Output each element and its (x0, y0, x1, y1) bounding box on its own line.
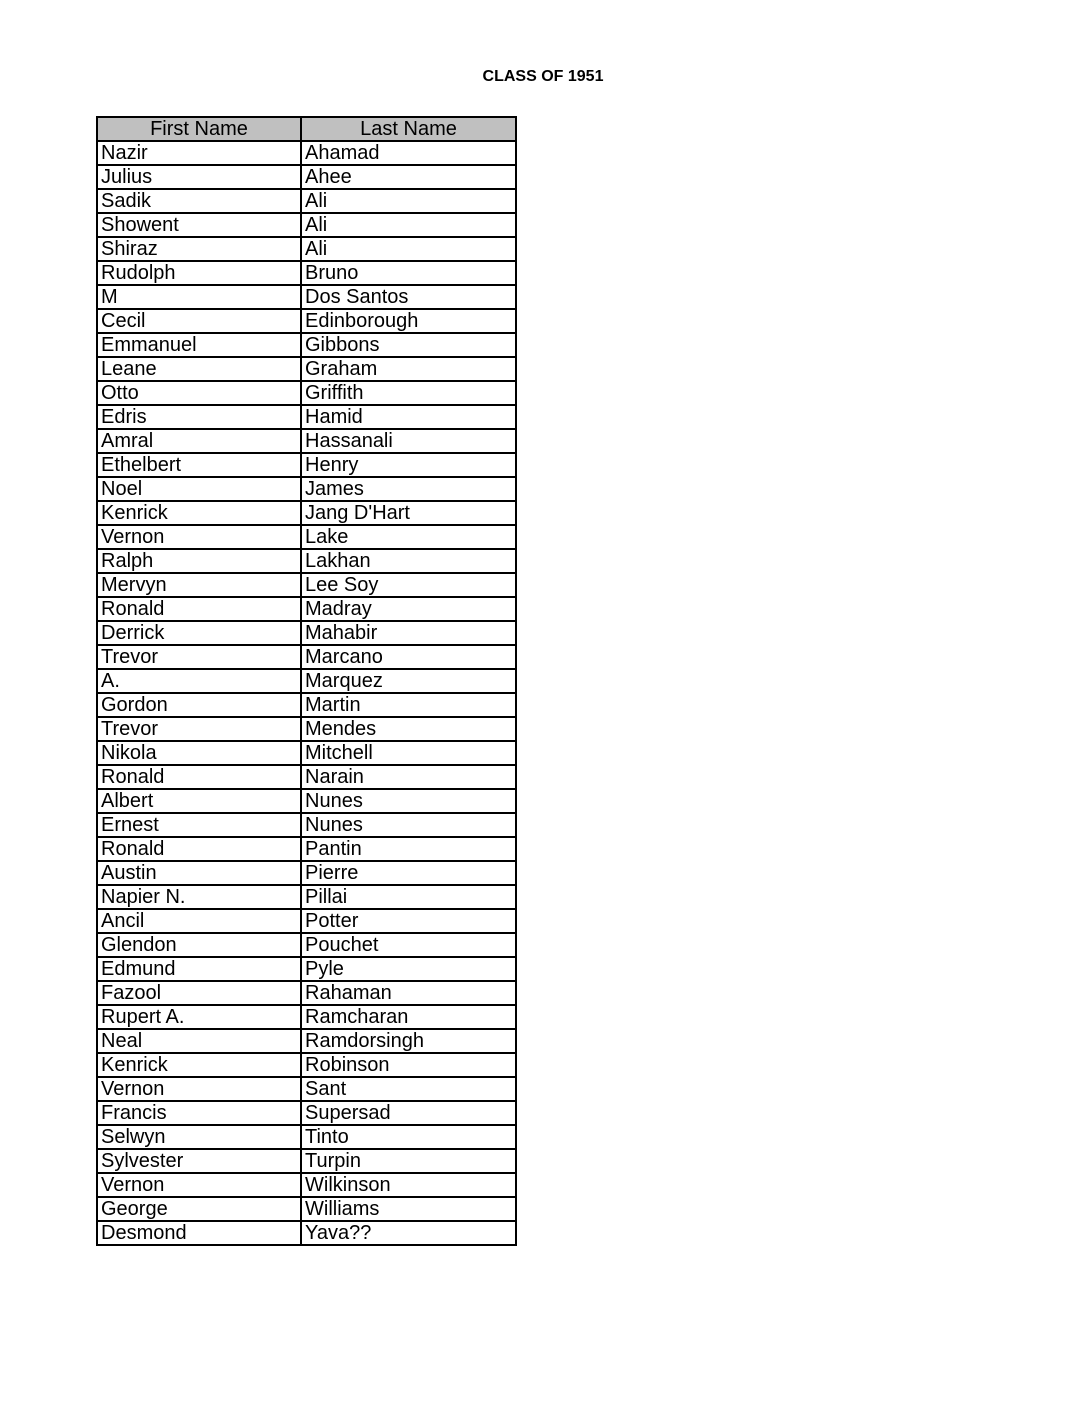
first-name-cell: Edmund (97, 957, 301, 981)
last-name-cell: Nunes (301, 789, 516, 813)
first-name-cell: Julius (97, 165, 301, 189)
last-name-cell: Pierre (301, 861, 516, 885)
first-name-cell: Vernon (97, 525, 301, 549)
table-row (97, 285, 516, 309)
column-header-last-name: Last Name (301, 117, 516, 141)
first-name-cell: Ernest (97, 813, 301, 837)
table-row (97, 1053, 516, 1077)
table-row (97, 1221, 516, 1245)
table-row (97, 693, 516, 717)
first-name-cell: Vernon (97, 1077, 301, 1101)
first-name-cell: M (97, 285, 301, 309)
table-row (97, 885, 516, 909)
first-name-cell: Leane (97, 357, 301, 381)
first-name-cell: Glendon (97, 933, 301, 957)
first-name-cell: Desmond (97, 1221, 301, 1245)
table-row (97, 381, 516, 405)
table-row (97, 909, 516, 933)
last-name-cell: Mitchell (301, 741, 516, 765)
table-row (97, 837, 516, 861)
first-name-cell: Edris (97, 405, 301, 429)
last-name-cell: Hassanali (301, 429, 516, 453)
last-name-cell: Pyle (301, 957, 516, 981)
last-name-cell: Ramcharan (301, 1005, 516, 1029)
last-name-cell: Yava?? (301, 1221, 516, 1245)
last-name-cell: Madray (301, 597, 516, 621)
table-row (97, 861, 516, 885)
first-name-cell: Ethelbert (97, 453, 301, 477)
first-name-cell: Rudolph (97, 261, 301, 285)
last-name-cell: Mahabir (301, 621, 516, 645)
last-name-cell: Williams (301, 1197, 516, 1221)
table-row (97, 981, 516, 1005)
first-name-cell: Neal (97, 1029, 301, 1053)
table-row (97, 405, 516, 429)
last-name-cell: Dos Santos (301, 285, 516, 309)
first-name-cell: Fazool (97, 981, 301, 1005)
table-row (97, 765, 516, 789)
first-name-cell: Kenrick (97, 1053, 301, 1077)
table-row (97, 1149, 516, 1173)
first-name-cell: Emmanuel (97, 333, 301, 357)
first-name-cell: Ronald (97, 765, 301, 789)
table-row (97, 813, 516, 837)
table-row (97, 741, 516, 765)
table-row (97, 477, 516, 501)
first-name-cell: Noel (97, 477, 301, 501)
last-name-cell: Ahee (301, 165, 516, 189)
table-row (97, 165, 516, 189)
first-name-cell: Otto (97, 381, 301, 405)
first-name-cell: Francis (97, 1101, 301, 1125)
last-name-cell: Ramdorsingh (301, 1029, 516, 1053)
first-name-cell: Shiraz (97, 237, 301, 261)
first-name-cell: Ralph (97, 549, 301, 573)
table-row (97, 333, 516, 357)
table-row (97, 501, 516, 525)
last-name-cell: Marcano (301, 645, 516, 669)
last-name-cell: Graham (301, 357, 516, 381)
table-row (97, 669, 516, 693)
table-row (97, 237, 516, 261)
first-name-cell: Nazir (97, 141, 301, 165)
last-name-cell: Pouchet (301, 933, 516, 957)
last-name-cell: Pantin (301, 837, 516, 861)
last-name-cell: Edinborough (301, 309, 516, 333)
roster-table (96, 116, 517, 1246)
first-name-cell: Rupert A. (97, 1005, 301, 1029)
first-name-cell: Amral (97, 429, 301, 453)
first-name-cell: Sylvester (97, 1149, 301, 1173)
table-row (97, 1197, 516, 1221)
table-row (97, 213, 516, 237)
first-name-cell: A. (97, 669, 301, 693)
first-name-cell: Vernon (97, 1173, 301, 1197)
last-name-cell: Ali (301, 189, 516, 213)
last-name-cell: Potter (301, 909, 516, 933)
table-row (97, 1125, 516, 1149)
last-name-cell: Wilkinson (301, 1173, 516, 1197)
table-row (97, 525, 516, 549)
last-name-cell: Hamid (301, 405, 516, 429)
last-name-cell: Martin (301, 693, 516, 717)
table-row (97, 1173, 516, 1197)
last-name-cell: Tinto (301, 1125, 516, 1149)
table-row (97, 933, 516, 957)
table-row (97, 789, 516, 813)
last-name-cell: Marquez (301, 669, 516, 693)
first-name-cell: Sadik (97, 189, 301, 213)
last-name-cell: Nunes (301, 813, 516, 837)
last-name-cell: Ahamad (301, 141, 516, 165)
table-row (97, 1005, 516, 1029)
first-name-cell: Napier N. (97, 885, 301, 909)
last-name-cell: Supersad (301, 1101, 516, 1125)
table-row (97, 141, 516, 165)
first-name-cell: Trevor (97, 645, 301, 669)
table-row (97, 645, 516, 669)
table-row (97, 261, 516, 285)
table-row (97, 309, 516, 333)
last-name-cell: Mendes (301, 717, 516, 741)
table-row (97, 357, 516, 381)
first-name-cell: Ronald (97, 597, 301, 621)
last-name-cell: Rahaman (301, 981, 516, 1005)
table-row (97, 453, 516, 477)
table-row (97, 1101, 516, 1125)
table-row (97, 549, 516, 573)
last-name-cell: Lee Soy (301, 573, 516, 597)
page-title: CLASS OF 1951 (482, 68, 604, 85)
first-name-cell: Trevor (97, 717, 301, 741)
first-name-cell: Gordon (97, 693, 301, 717)
first-name-cell: Ancil (97, 909, 301, 933)
first-name-cell: Showent (97, 213, 301, 237)
last-name-cell: Lakhan (301, 549, 516, 573)
last-name-cell: Sant (301, 1077, 516, 1101)
last-name-cell: Narain (301, 765, 516, 789)
table-row (97, 597, 516, 621)
table-row (97, 717, 516, 741)
last-name-cell: Griffith (301, 381, 516, 405)
first-name-cell: Albert (97, 789, 301, 813)
first-name-cell: Nikola (97, 741, 301, 765)
first-name-cell: George (97, 1197, 301, 1221)
first-name-cell: Derrick (97, 621, 301, 645)
last-name-cell: Jang D'Hart (301, 501, 516, 525)
first-name-cell: Kenrick (97, 501, 301, 525)
first-name-cell: Mervyn (97, 573, 301, 597)
first-name-cell: Austin (97, 861, 301, 885)
last-name-cell: Ali (301, 213, 516, 237)
last-name-cell: Turpin (301, 1149, 516, 1173)
table-row (97, 621, 516, 645)
table-header-row (97, 117, 516, 141)
first-name-cell: Selwyn (97, 1125, 301, 1149)
last-name-cell: Lake (301, 525, 516, 549)
table-row (97, 1029, 516, 1053)
table-row (97, 189, 516, 213)
last-name-cell: James (301, 477, 516, 501)
last-name-cell: Henry (301, 453, 516, 477)
first-name-cell: Ronald (97, 837, 301, 861)
roster-body (97, 141, 516, 1245)
table-row (97, 957, 516, 981)
table-row (97, 1077, 516, 1101)
column-header-first-name: First Name (97, 117, 301, 141)
first-name-cell: Cecil (97, 309, 301, 333)
last-name-cell: Pillai (301, 885, 516, 909)
last-name-cell: Gibbons (301, 333, 516, 357)
table-row (97, 573, 516, 597)
last-name-cell: Ali (301, 237, 516, 261)
table-row (97, 429, 516, 453)
last-name-cell: Robinson (301, 1053, 516, 1077)
last-name-cell: Bruno (301, 261, 516, 285)
